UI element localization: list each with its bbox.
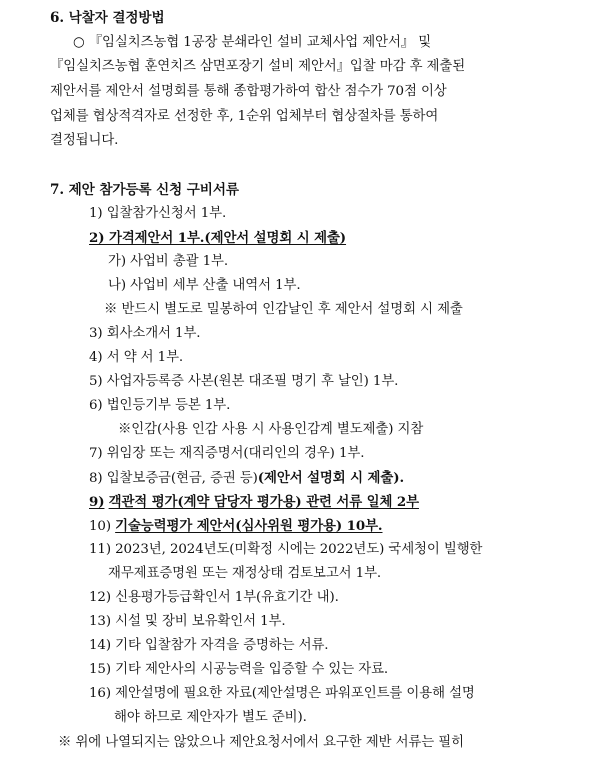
list-item-3: 3) 회사소개서 1부. xyxy=(89,326,201,341)
footnote: ※ 위에 나열되지는 않았으나 제안요청서에서 요구한 제반 서류는 필히 xyxy=(58,735,464,750)
list-item-12: 12) 신용평가등급확인서 1부(유효기간 내). xyxy=(89,590,339,605)
section7-heading: 7. 제안 참가등록 신청 구비서류 xyxy=(50,182,239,198)
list-item-2a: 가) 사업비 총괄 1부. xyxy=(108,254,229,269)
list-item-10-number: 10) xyxy=(89,519,111,534)
list-item-2-note: ※ 반드시 별도로 밀봉하여 인감날인 후 제안서 설명회 시 제출 xyxy=(104,302,463,317)
section6-line-1: ○ 『임실치즈농협 1공장 분쇄라인 설비 교체사업 제안서』 및 xyxy=(73,35,432,50)
list-item-15: 15) 기타 제안사의 시공능력을 입증할 수 있는 자료. xyxy=(89,662,389,677)
list-item-2: 2) 가격제안서 1부.(제안서 설명회 시 제출) xyxy=(89,230,347,246)
list-item-13: 13) 시설 및 장비 보유확인서 1부. xyxy=(89,614,286,629)
list-item-10-text: 기술능력평가 제안서(심사위원 평가용) 10부. xyxy=(115,518,383,534)
section6-line-3: 제안서를 제안서 설명회를 통해 종합평가하여 합산 점수가 70점 이상 xyxy=(50,84,447,99)
list-item-8-emphasis: (제안서 설명회 시 제출). xyxy=(257,470,405,486)
list-item-6: 6) 법인등기부 등본 1부. xyxy=(89,398,231,413)
section6-line-2: 『임실치즈농협 훈연치즈 삼면포장기 설비 제안서』입찰 마감 후 제출된 xyxy=(50,59,466,74)
list-item-16-line-2: 해야 하므로 제안자가 별도 준비). xyxy=(114,710,307,725)
section6-line-5: 결정됩니다. xyxy=(50,133,119,148)
list-item-7: 7) 위임장 또는 재직증명서(대리인의 경우) 1부. xyxy=(89,446,365,461)
list-item-9-number: 9) xyxy=(89,494,105,510)
list-item-6-note: ※인감(사용 인감 사용 시 사용인감계 별도제출) 지참 xyxy=(118,422,424,437)
list-item-8-text: 8) 입찰보증금(현금, 증권 등) xyxy=(89,471,258,486)
list-item-11-line-1: 11) 2023년, 2024년도(미확정 시에는 2022년도) 국세청이 빌행한 xyxy=(89,542,483,557)
list-item-10 xyxy=(89,517,383,536)
list-item-14: 14) 기타 입찰참가 자격을 증명하는 서류. xyxy=(89,638,329,653)
section6-line-4: 업체를 협상적격자로 선정한 후, 1순위 업체부터 협상절차를 통하여 xyxy=(50,109,439,124)
list-item-11-line-2: 재무제표증명원 또는 재정상태 검토보고서 1부. xyxy=(108,566,382,581)
list-item-9-text: 객관적 평가(계약 담당자 평가용) 관련 서류 일체 2부 xyxy=(108,494,419,510)
list-item-1: 1) 입찰참가신청서 1부. xyxy=(89,206,227,221)
list-item-16-line-1: 16) 제안설명에 필요한 자료(제안설명은 파워포인트를 이용해 설명 xyxy=(89,686,475,701)
list-item-2b: 나) 사업비 세부 산출 내역서 1부. xyxy=(108,278,301,293)
list-item-9 xyxy=(89,493,419,512)
list-item-5: 5) 사업자등록증 사본(원본 대조필 명기 후 날인) 1부. xyxy=(89,374,399,389)
list-item-8 xyxy=(89,469,404,488)
list-item-4: 4) 서 약 서 1부. xyxy=(89,350,184,365)
section6-heading: 6. 낙찰자 결정방법 xyxy=(50,10,165,26)
